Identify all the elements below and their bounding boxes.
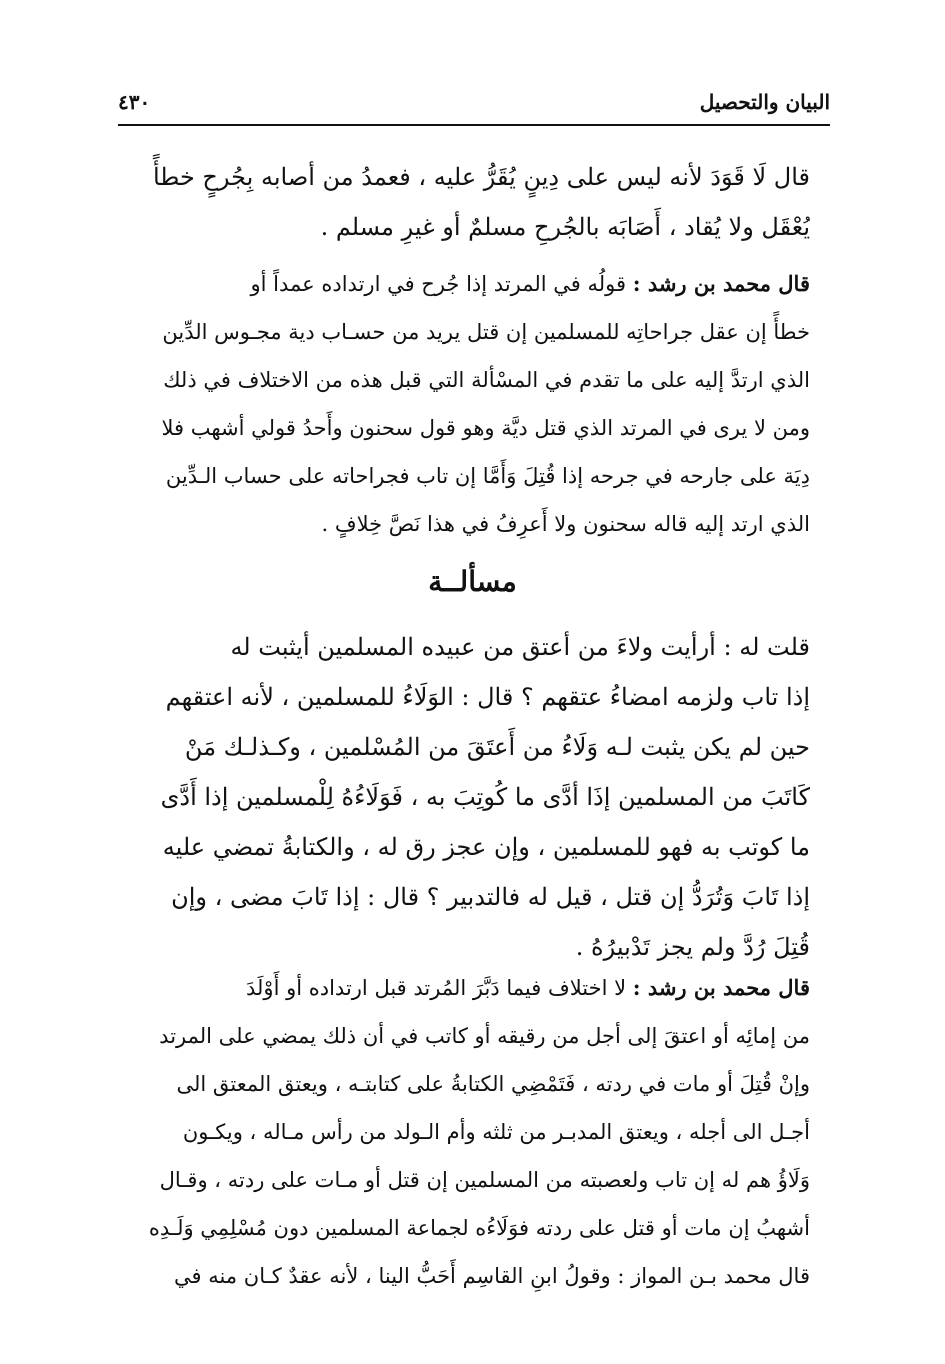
text-line: خطأً إن عقل جراحاتِه للمسلمين إن قتل يريد من حسـاب دية مجـوس الدِّين bbox=[162, 320, 810, 344]
text-line: أشهبُ إن مات أو قتل على ردته فوَلَاءُه لجماعة المسلمين دون مُسْلِمِي وَلَـدِه bbox=[148, 1216, 810, 1240]
text-run: لا اختلاف فيما دَبَّرَ المُرتد قبل ارتداده أو أَوْلَدَ bbox=[246, 976, 627, 1000]
text-line bbox=[110, 964, 810, 1012]
page-number: ٤٣٠ bbox=[118, 90, 151, 114]
passage-1 bbox=[110, 152, 810, 252]
passage-2 bbox=[110, 622, 810, 972]
text-line: قلت له : أرأيت ولاءَ من أعتق من عبيده المسلمين أيثبت له bbox=[230, 633, 810, 661]
speaker-label: قال محمد بن رشد : bbox=[632, 271, 810, 296]
book-title: البيان والتحصيل bbox=[699, 90, 830, 114]
section-heading: مسألــة bbox=[428, 565, 517, 598]
text-line: إذا تاب ولزمه امضاءُ عتقهم ؟ قال : الوَلَاءُ للمسلمين ، لأنه اعتقهم bbox=[165, 683, 810, 711]
text-line: وإنْ قُتِلَ أو مات في ردته ، فَتَمْضِي الكتابةُ على كتابتـه ، ويعتق المعتق الى bbox=[176, 1072, 810, 1096]
text-line: الذي ارتدَّ إليه على ما تقدم في المسْألة التي قبل هذه من الاختلاف في ذلك bbox=[163, 368, 810, 392]
text-line: قال محمد بـن المواز : وقولُ ابنِ القاسِم أَحَبُّ الينا ، لأنه عقدٌ كـان منه في bbox=[174, 1264, 810, 1288]
text-line: من إمائِه أو اعتقَ إلى أجل من رقيقه أو كاتب في أن ذلك يمضي على المرتد bbox=[159, 1024, 810, 1048]
text-line: وَلَاؤُ هم له إن تاب ولعصبته من المسلمين إن قتل أو مـات على ردته ، وقـال bbox=[159, 1168, 810, 1192]
text-line: قُتِلَ رُدَّ ولم يجز تَدْبيرُهُ . bbox=[575, 933, 810, 961]
commentary-2 bbox=[110, 964, 810, 1300]
text-line: ومن لا يرى في المرتد الذي قتل ديَّة وهو قول سحنون وأَحدُ قولي أشهب فلا bbox=[161, 416, 810, 440]
text-line: كَاتَبَ من المسلمين إذَا أدَّى ما كُوتِبَ به ، فَوَلَاءُهُ لِلْمسلمين إذا أَدَّى bbox=[160, 783, 810, 811]
speaker-label: قال محمد بن رشد : bbox=[632, 975, 810, 1000]
text-line: الذي ارتد إليه قاله سحنون ولا أَعرِفُ في هذا نَصَّ خِلافٍ . bbox=[321, 512, 810, 536]
running-header bbox=[118, 86, 830, 118]
text-line: دِيَة على جارحه في جرحه إذا قُتِلَ وَأَمَّا إن تاب فجراحاته على حساب الـدِّين bbox=[165, 464, 810, 488]
text-line: أجـل الى أجله ، ويعتق المدبـر من ثلثه وأم الـولد من رأس مـاله ، ويكـون bbox=[182, 1120, 810, 1144]
commentary-1 bbox=[110, 260, 810, 548]
text-run: قولُه في المرتد إذا جُرح في ارتداده عمداً أو bbox=[250, 272, 627, 296]
text-line: ما كوتب به فهو للمسلمين ، وإن عجز رق له ، والكتابةُ تمضي عليه bbox=[162, 833, 810, 861]
text-line: قال لَا قَوَدَ لأنه ليس على دِينٍ يُقَرُّ عليه ، فعمدُ من أصابه بِجُرحٍ خطأً bbox=[152, 163, 810, 191]
text-line bbox=[110, 260, 810, 308]
text-line: إذا تَابَ وَتُرَدُّ إن قتل ، قيل له فالتدبير ؟ قال : إذا تَابَ مضى ، وإن bbox=[171, 883, 810, 911]
header-rule bbox=[118, 124, 830, 126]
text-line: يُعْقَل ولا يُقاد ، أَصَابَه بالجُرحِ مسلمٌ أو غيرِ مسلم . bbox=[320, 213, 810, 241]
text-line: حين لم يكن يثبت لـه وَلَاءُ من أَعتَقَ من المُسْلمين ، وكـذلـك مَنْ bbox=[184, 733, 810, 761]
